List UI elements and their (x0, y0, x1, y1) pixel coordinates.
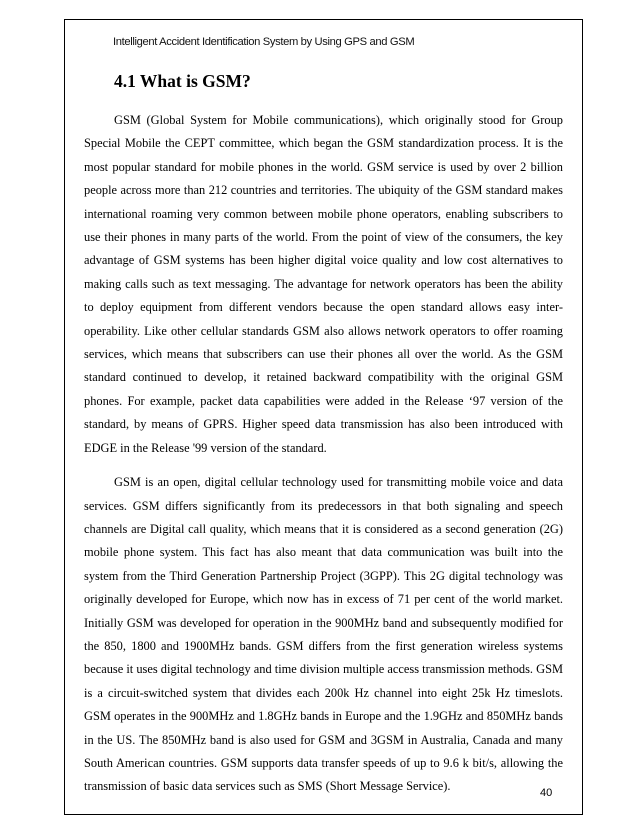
page-number: 40 (540, 787, 553, 799)
section-title: 4.1 What is GSM? (114, 71, 251, 91)
paragraph-1: GSM (Global System for Mobile communications), which originally stood for Group Special Mobile the CEPT committee, which began the GSM standardization process. It is the most popular standard for mobile phones in the world. GSM service is used by over 2 billion people across more than 212 countries and territories. The ubiquity of the GSM standard makes international roaming very common between mobile phone operators, enabling subscribers to use their phones in many parts of the world. From the point of view of the consumers, the key advantage of GSM systems has been higher digital voice quality and low cost alternatives to making calls such as text messaging. The advantage for network operators has been the ability to deploy equipment from different vendors because the open standard allows easy inter-operability. Like other cellular standards GSM also allows network operators to offer roaming services, which means that subscribers can use their phones all over the world. As the GSM standard continued to develop, it retained backward compatibility with the original GSM phones. For example, packet data capabilities were added in the Release ‘97 version of the standard, by means of GPRS. Higher speed data transmission has also been introduced with EDGE in the Release '99 version of the standard. (84, 113, 563, 455)
body-text (84, 109, 563, 799)
running-header: Intelligent Accident Identification System by Using GPS and GSM (113, 36, 415, 48)
paragraph-2: GSM is an open, digital cellular technology used for transmitting mobile voice and data services. GSM differs significantly from its predecessors in that both signaling and speech channels are Digital call quality, which means that it is considered as a second generation (2G) mobile phone system. This fact has also meant that data communication was built into the system from the Third Generation Partnership Project (3GPP). This 2G digital technology was originally developed for Europe, which now has in excess of 71 per cent of the world market. Initially GSM was developed for operation in the 900MHz band and subsequently modified for the 850, 1800 and 1900MHz bands. GSM differs from the first generation wireless systems because it uses digital technology and time division multiple access transmission methods. GSM is a circuit-switched system that divides each 200k Hz channel into eight 25k Hz timeslots. GSM operates in the 900MHz and 1.8GHz bands in Europe and the 1.9GHz and 850MHz bands in the US. The 850MHz band is also used for GSM and 3GSM in Australia, Canada and many South American countries. GSM supports data transfer speeds of up to 9.6 k bit/s, allowing the transmission of basic data services such as SMS (Short Message Service). (84, 475, 563, 794)
